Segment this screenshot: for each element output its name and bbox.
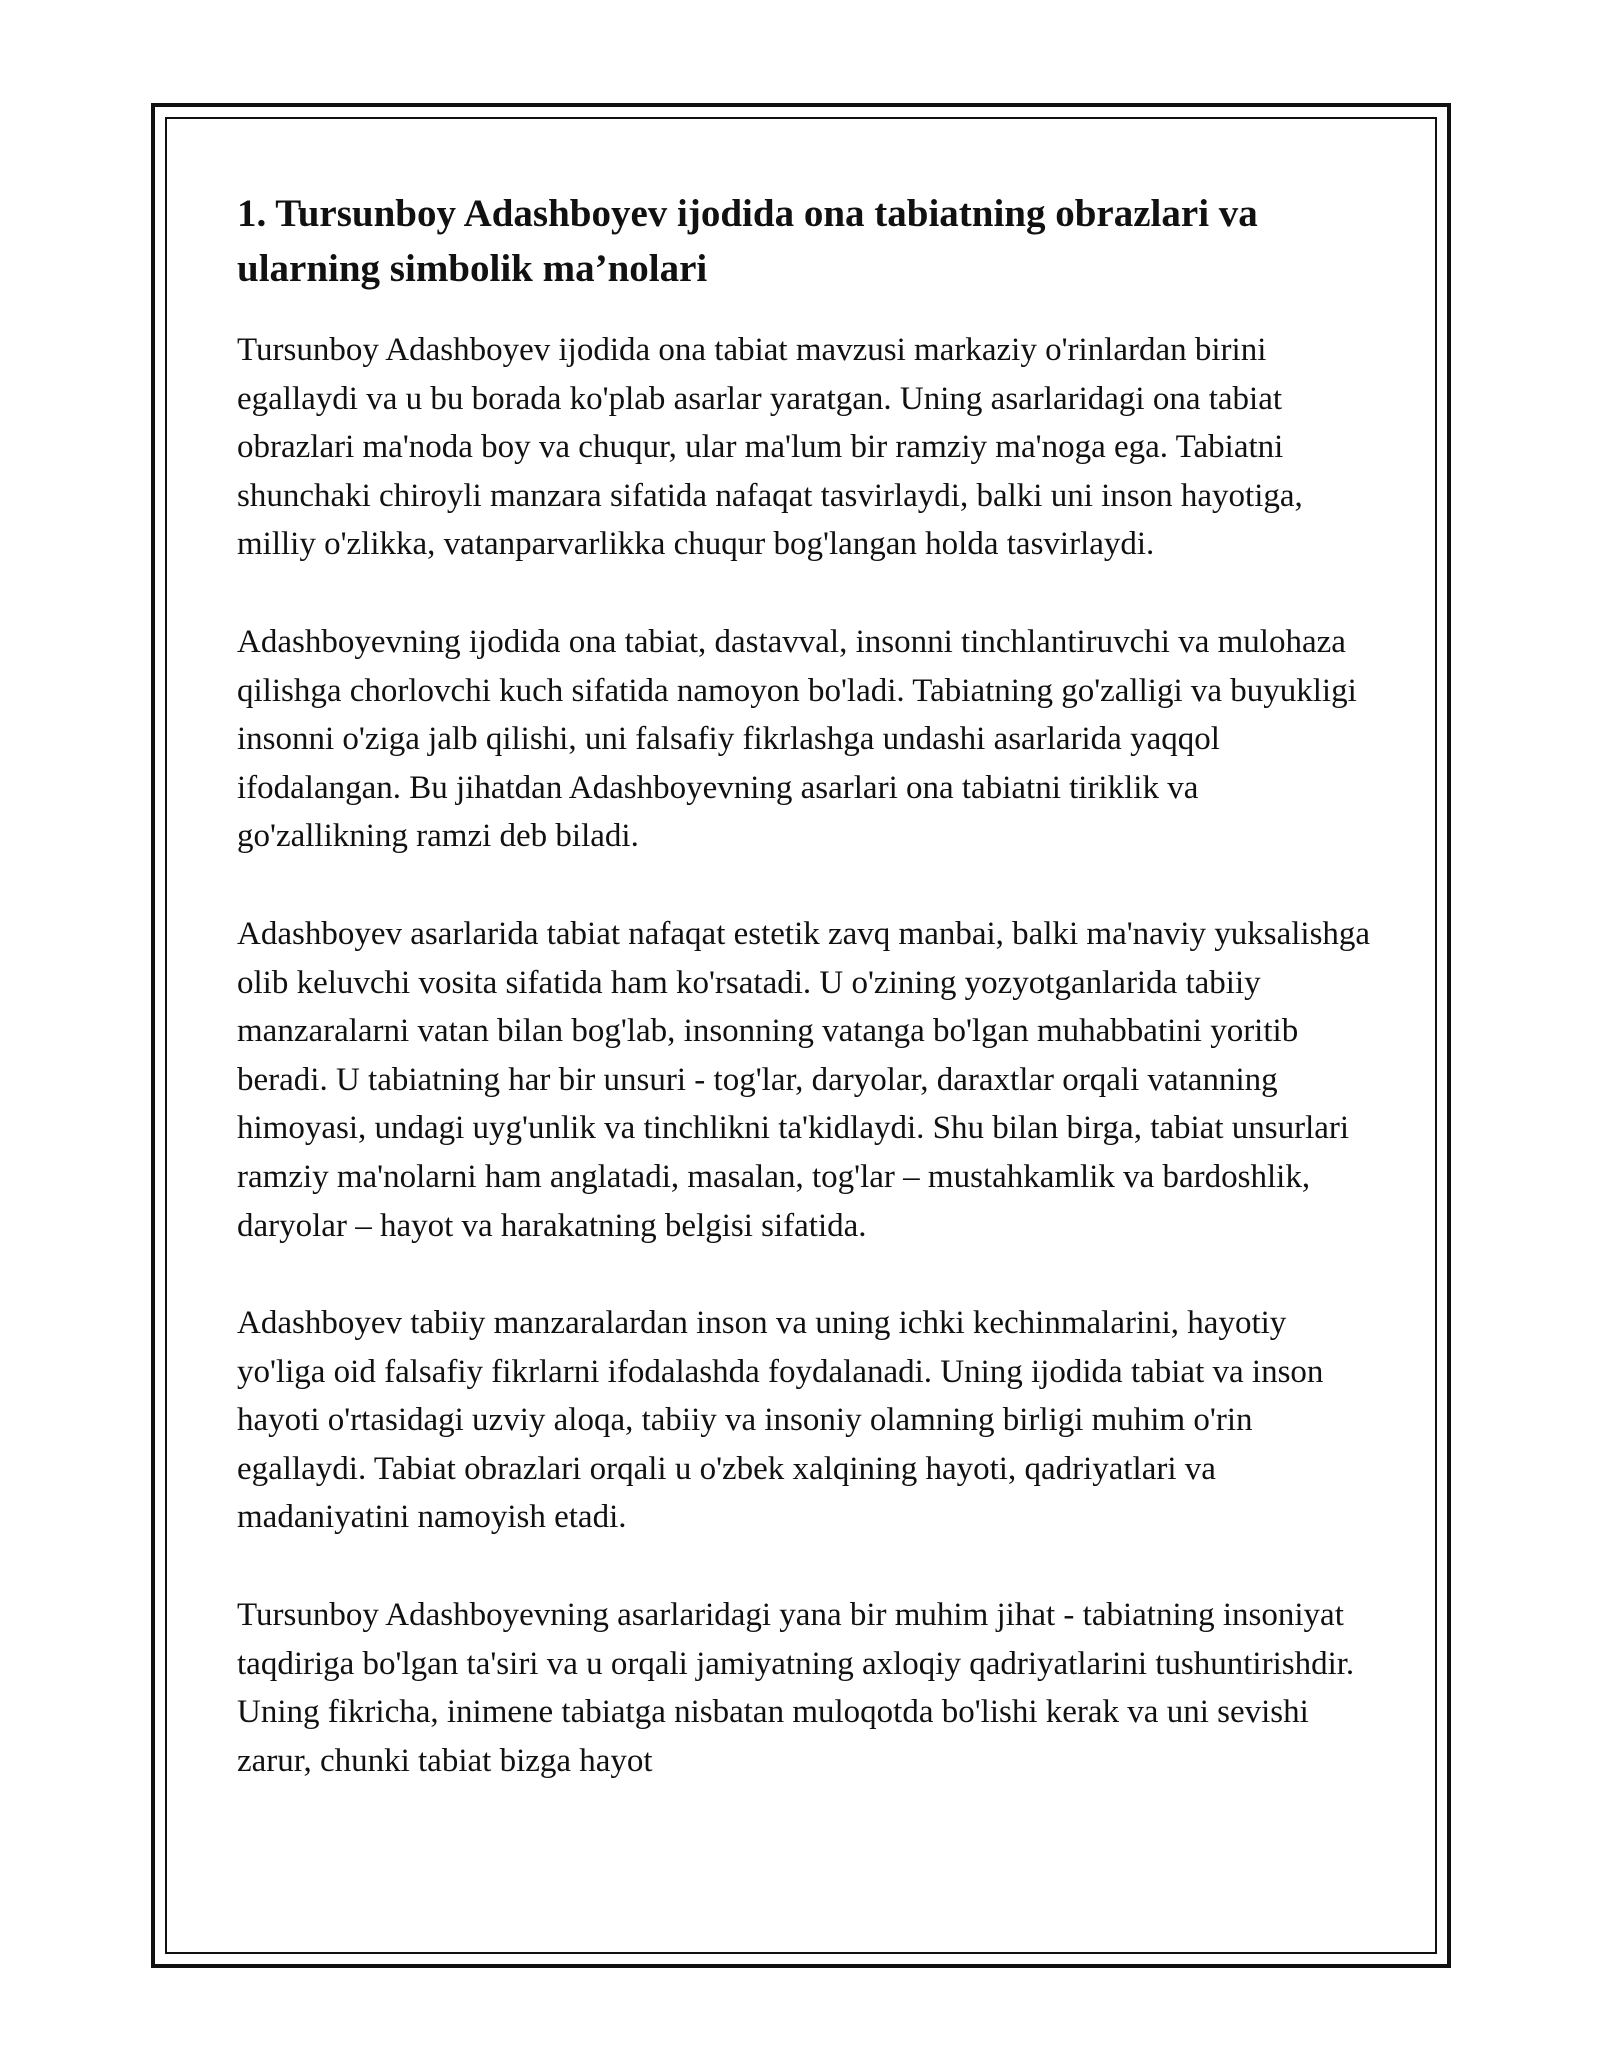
document-body (237, 186, 1372, 1834)
paragraph-1: Tursunboy Adashboyev ijodida ona tabiat mavzusi markaziy o'rinlardan birini egallaydi va u bu borada ko'plab asarlar yaratgan. Uning asarlaridagi ona tabiat obrazlari ma'noda boy va chuqur, ular ma'lum bir ramziy ma'noga ega. Tabiatni shunchaki chiroyli manzara sifatida nafaqat tasvirlaydi, balki uni inson hayotiga, milliy o'zlikka, vatanparvarlikka chuqur bog'langan holda tasvirlaydi. (237, 332, 1303, 563)
paragraph-3: Adashboyev asarlarida tabiat nafaqat estetik zavq manbai, balki ma'naviy yuksalishga olib keluvchi vosita sifatida ham ko'rsatadi. U o'zining yozyotganlarida tabiiy manzaralarni vatan bilan bog'lab, insonning vatanga bo'lgan muhabbatini yoritib beradi. U tabiatning har bir unsuri - tog'lar, daryolar, daraxtlar orqali vatanning himoyasi, undagi uyg'unlik va tinchlikni ta'kidlaydi. Shu bilan birga, tabiat unsurlari ramziy ma'nolarni ham anglatadi, masalan, tog'lar – mustahkamlik va bardoshlik, daryolar – hayot va harakatning belgisi sifatida. (237, 915, 1371, 1244)
paragraph-2: Adashboyevning ijodida ona tabiat, dastavval, insonni tinchlantiruvchi va mulohaza qilishga chorlovchi kuch sifatida namoyon bo'ladi. Tabiatning go'zalligi va buyukligi insonni o'ziga jalb qilishi, uni falsafiy fikrlashga undashi asarlarida yaqqol ifodalangan. Bu jihatdan Adashboyevning asarlari ona tabiatni tiriklik va go'zallikning ramzi deb biladi. (237, 623, 1357, 855)
section-heading: 1. Tursunboy Adashboyev ijodida ona tabiatning obrazlari va ularning simbolik ma’nolari (237, 192, 1258, 290)
paragraph-4: Adashboyev tabiiy manzaralardan inson va uning ichki kechinmalarini, hayotiy yo'liga oid falsafiy fikrlarni ifodalashda foydalanadi. Uning ijodida tabiat va inson hayoti o'rtasidagi uzviy aloqa, tabiiy va insoniy olamning birligi muhim o'rin egallaydi. Tabiat obrazlari orqali u o'zbek xalqining hayoti, qadriyatlari va madaniyatini namoyish etadi. (237, 1305, 1324, 1536)
paragraph-5: Tursunboy Adashboyevning asarlaridagi yana bir muhim jihat - tabiatning insoniyat taqdiriga bo'lgan ta'siri va u orqali jamiyatning axloqiy qadriyatlarini tushuntirishdir. Uning fikricha, inimene tabiatga nisbatan muloqotda bo'lishi kerak va uni sevishi zarur, chunki tabiat bizga hayot (237, 1597, 1355, 1779)
